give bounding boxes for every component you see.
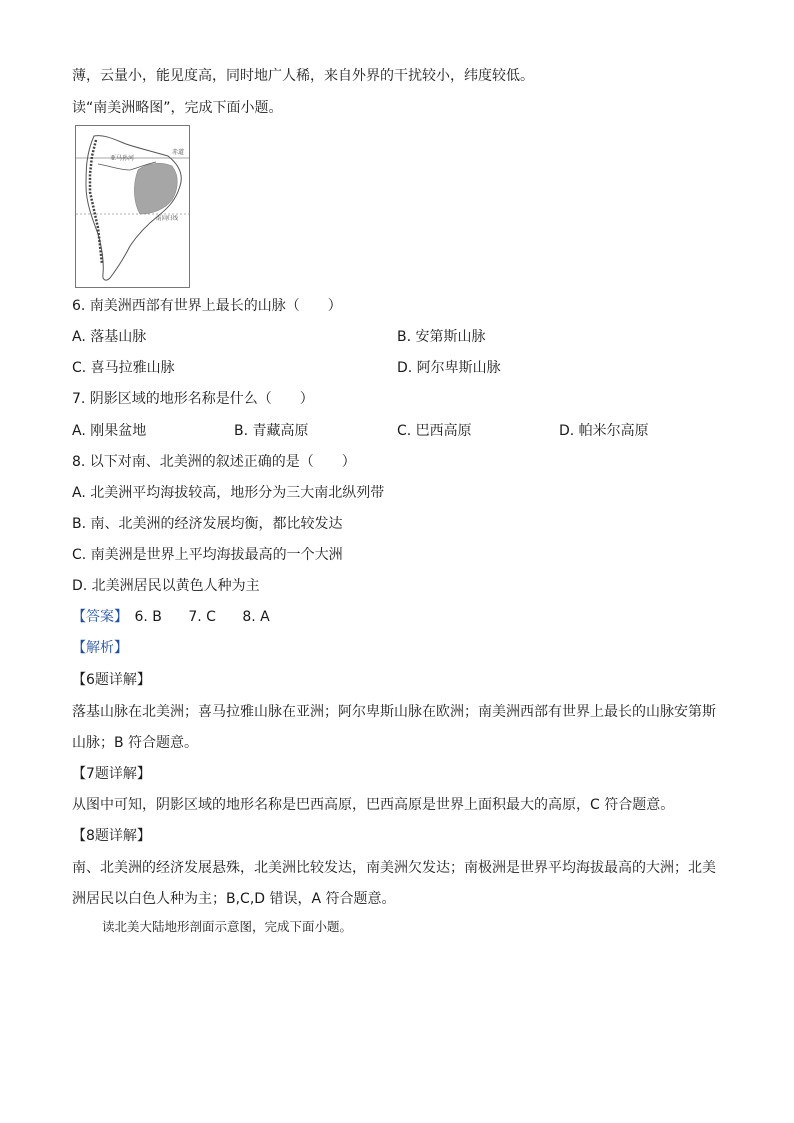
q6-stem: 6. 南美洲西部有世界上最长的山脉（ ） [72,298,342,314]
detail-7-line-1: 从图中可知，阴影区域的地形名称是巴西高原，巴西高原是世界上面积最大的高原，C 符合题意。 [72,797,675,813]
detail-7-header: 【7题详解】 [72,766,151,782]
q6-option-c[interactable]: C. 喜马拉雅山脉 [72,360,175,376]
q8-option-d[interactable]: D. 北美洲居民以黄色人种为主 [72,578,260,594]
south-america-map-drawing [76,126,189,287]
detail-8-header: 【8题详解】 [72,828,151,844]
tropic-label: 南回归线 [156,216,179,222]
detail-6-line-2: 山脉；B 符合题意。 [72,735,199,751]
q7-option-a[interactable]: A. 刚果盆地 [72,423,147,439]
south-america-map [75,125,190,288]
q6-option-b[interactable]: B. 安第斯山脉 [397,329,486,345]
answer-line [72,607,292,627]
intro-line: 薄，云量小，能见度高，同时地广人稀，来自外界的干扰较小，纬度较低。 [72,68,534,84]
q8-option-a[interactable]: A. 北美洲平均海拔较高，地形分为三大南北纵列带 [72,485,385,501]
detail-6-line-1: 落基山脉在北美洲；喜马拉雅山脉在亚洲；阿尔卑斯山脉在欧洲；南美洲西部有世界上最长的山脉安第斯 [72,704,716,720]
reading-prompt: 读“南美洲略图”，完成下面小题。 [72,100,283,116]
q7-stem: 7. 阴影区域的地形名称是什么（ ） [72,391,314,407]
q8-stem: 8. 以下对南、北美洲的叙述正确的是（ ） [72,454,356,470]
q7-option-b[interactable]: B. 青藏高原 [234,423,309,439]
amazon-label: 亚马孙河 [110,155,135,162]
q7-option-d[interactable]: D. 帕米尔高原 [559,423,649,439]
final-reading-prompt: 读北美大陆地形剖面示意图，完成下面小题。 [102,919,353,934]
q7-option-c[interactable]: C. 巴西高原 [397,423,472,439]
q6-option-a[interactable]: A. 落基山脉 [72,329,147,345]
q6-option-d[interactable]: D. 阿尔卑斯山脉 [397,360,501,376]
answer-7: 7. C [188,609,216,625]
q8-option-c[interactable]: C. 南美洲是世界上平均海拔最高的一个大洲 [72,547,343,563]
detail-6-header: 【6题详解】 [72,672,151,688]
answer-label: 【答案】 [72,609,128,625]
answer-6: 6. B [134,609,162,625]
detail-8-line-2: 洲居民以白色人种为主；B,C,D 错误，A 符合题意。 [72,891,396,907]
analysis-label: 【解析】 [72,640,128,656]
equator-label: 赤道 [172,149,185,156]
brazilian-highlands-shading [134,163,177,214]
detail-8-line-1: 南、北美洲的经济发展悬殊，北美洲比较发达，南美洲欠发达；南极洲是世界平均海拔最高的大洲；北美 [72,860,716,876]
q8-option-b[interactable]: B. 南、北美洲的经济发展均衡，都比较发达 [72,516,343,532]
andes-range [90,140,102,264]
answer-8: 8. A [242,609,270,625]
